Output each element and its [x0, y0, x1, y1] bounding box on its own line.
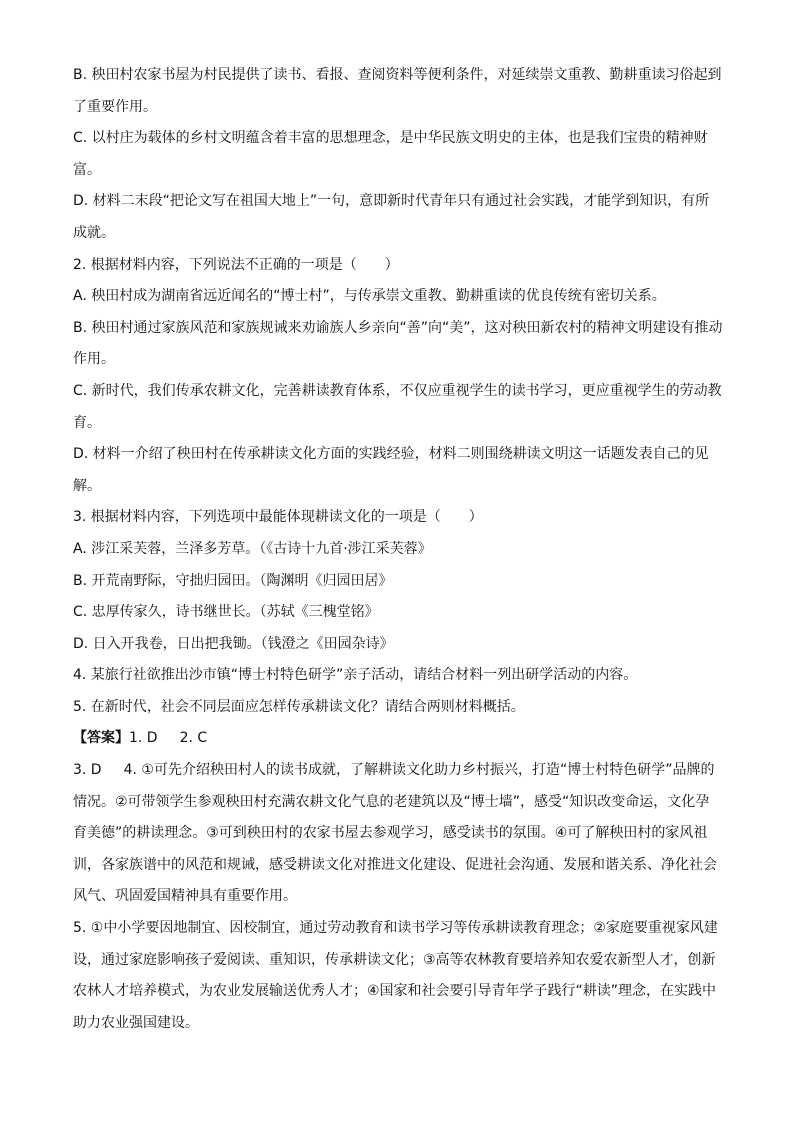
answer-2: 2. C — [179, 730, 208, 747]
q2-option-b: B. 秧田村通过家族风范和家族规诫来劝谕族人乡亲向“善”向“美”，这对秧田新农村的精神文明建设有推动作用。 — [73, 319, 723, 368]
q2-option-c: C. 新时代，我们传承农耕文化，完善耕读教育体系，不仅应重视学生的读书学习，更应重视学生的劳动教育。 — [73, 382, 722, 431]
answer-3: 3. D — [73, 762, 102, 779]
answer-4: 4. ①可先介绍秧田村人的读书成就，了解耕读文化助力乡村振兴，打造“博士村特色研学”品牌的情况。②可带领学生参观秧田村充满农耕文化气息的老建筑以及“博士墙”，感受“知识改变命运，文化孕育美德”的耕读理念。③可到秧田村的农家书屋去参观学习，感受读书的氛围。④可了解秧田村的家风祖训，各家族谱中的风范和规诫，感受耕读文化对推进文化建设、促进社会沟通、发展和谐关系、净化社会风气、巩固爱国精神具有重要作用。 — [73, 762, 717, 905]
answer-1: 1. D — [129, 730, 158, 747]
q3-option-a: A. 涉江采芙蓉，兰泽多芳草。（《古诗十九首·涉江采芙蓉》 — [73, 540, 432, 557]
question-5: 5. 在新时代，社会不同层面应怎样传承耕读文化？请结合两则材料概括。 — [73, 698, 525, 715]
q2-option-a: A. 秧田村成为湖南省远近闻名的“博士村”，与传承崇文重教、勤耕重读的优良传统有密切关系。 — [73, 288, 666, 305]
question-2-stem: 2. 根据材料内容，下列说法不正确的一项是（ ） — [73, 256, 399, 273]
exam-page — [73, 60, 723, 1039]
prev-option-c: C. 以村庄为载体的乡村文明蕴含着丰富的思想理念，是中华民族文明史的主体，也是我们宝贵的精神财富。 — [73, 130, 708, 178]
answer-3-4 — [73, 755, 723, 913]
question-3-stem: 3. 根据材料内容，下列选项中最能体现耕读文化的一项是（ ） — [73, 509, 483, 526]
answer-tag: 【答案】 — [73, 730, 129, 747]
question-4: 4. 某旅行社欲推出沙市镇“博士村特色研学”亲子活动，请结合材料一列出研学活动的内容。 — [73, 667, 638, 684]
answer-line — [73, 723, 723, 755]
prev-option-b: B. 秧田村农家书屋为村民提供了读书、看报、查阅资料等便利条件，对延续崇文重教、勤耕重读习俗起到了重要作用。 — [73, 67, 722, 115]
answer-5: 5. ①中小学要因地制宜、因校制宜，通过劳动教育和读书学习等传承耕读教育理念；②家庭要重视家风建设，通过家庭影响孩子爱阅读、重知识，传承耕读文化；③高等农林教育要培养知农爱农新型人才，创新农林人才培养模式，为农业发展输送优秀人才；④国家和社会要引导青年学子践行“耕读”理念，在实践中助力农业强国建设。 — [73, 920, 718, 1031]
q3-option-b: B. 开荒南野际，守拙归园田。（陶渊明《归园田居》 — [73, 572, 393, 589]
q3-option-c: C. 忠厚传家久，诗书继世长。（苏轼《三槐堂铭》 — [73, 604, 379, 621]
q2-option-d: D. 材料一介绍了秧田村在传承耕读文化方面的实践经验，材料二则围绕耕读文明这一话题发表自己的见解。 — [73, 446, 709, 494]
prev-option-d: D. 材料二末段“把论文写在祖国大地上”一句，意即新时代青年只有通过社会实践，才能学到知识，有所成就。 — [73, 193, 710, 241]
q3-option-d: D. 日入开我卷，日出把我锄。（钱澄之《田园杂诗》 — [73, 635, 394, 652]
